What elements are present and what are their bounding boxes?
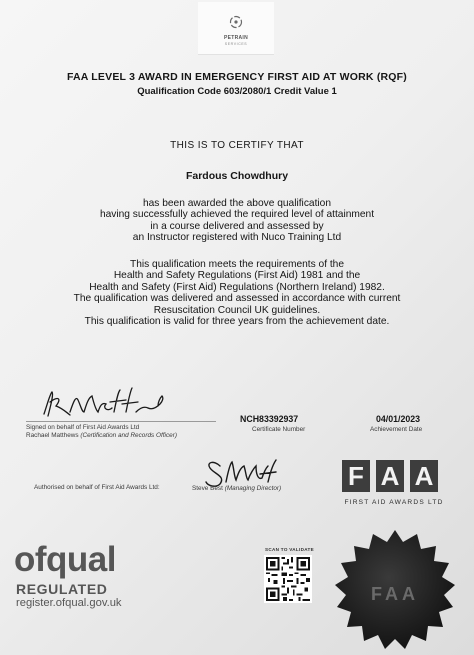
faa-embossed-seal-icon [331, 528, 459, 655]
qr-code-icon[interactable] [264, 555, 312, 603]
signatory-steve [192, 485, 281, 492]
provider-logo-name: PETRAIN [223, 35, 249, 41]
signed-on-behalf-text: Signed on behalf of First Aid Awards Ltd [26, 424, 140, 431]
ofqual-logo: ofqual [14, 540, 116, 579]
faa-logo-letter: A [376, 460, 404, 492]
certificate-number-label: Certificate Number [252, 426, 306, 433]
seal-text: FAA [371, 584, 419, 604]
provider-logo-icon [229, 15, 243, 29]
faa-logo-letter: A [410, 460, 438, 492]
requirements-line: Health and Safety (First Aid) Regulations (Northern Ireland) 1982. [89, 281, 385, 293]
provider-logo-subtitle: SERVICES [224, 42, 248, 46]
ofqual-regulated-text: REGULATED [16, 581, 108, 597]
award-line: an Instructor registered with Nuco Training Ltd [132, 232, 342, 244]
ofqual-register-url[interactable]: register.ofqual.gov.uk [16, 597, 122, 609]
faa-logo-caption: FIRST AID AWARDS LTD [344, 499, 444, 506]
requirements-line: The qualification was delivered and assessed in accordance with current [73, 293, 401, 305]
requirements-paragraph [0, 259, 474, 327]
requirements-line: This qualification is valid for three years from the achievement date. [84, 316, 390, 328]
signatory-name: Steve Best [192, 485, 223, 492]
award-line: has been awarded the above qualification [142, 198, 332, 209]
faa-logo-letter: F [342, 460, 370, 492]
requirements-line: Resuscitation Council UK guidelines. [153, 304, 321, 316]
certificate-number: NCH83392937 [240, 414, 299, 424]
achievement-date: 04/01/2023 [376, 414, 421, 424]
scan-to-validate-label: SCAN TO VALIDATE [265, 547, 314, 552]
signatory-name: Rachael Matthews [26, 432, 79, 439]
signatory-role: (Certification and Records Officer) [80, 432, 177, 439]
recipient-name: Fardous Chowdhury [185, 170, 289, 182]
signature-line [26, 421, 216, 422]
faa-logo [342, 460, 442, 494]
signatory-rachael [26, 432, 177, 439]
qualification-code: Qualification Code 603/2080/1 Credit Value 1 [137, 86, 337, 97]
achievement-date-label: Achievement Date [370, 426, 423, 433]
award-line: having successfully achieved the required level of attainment [99, 209, 375, 221]
certify-line: THIS IS TO CERTIFY THAT [170, 140, 304, 151]
authorised-on-behalf-text: Authorised on behalf of First Aid Awards Ltd: [34, 484, 160, 491]
award-line: in a course delivered and assessed by [150, 220, 324, 232]
rachael-matthews-signature [36, 382, 176, 420]
requirements-line: Health and Safety Regulations (First Aid) 1981 and the [113, 270, 361, 282]
award-title: FAA LEVEL 3 AWARD IN EMERGENCY FIRST AID AT WORK (RQF) [66, 71, 407, 83]
award-paragraph [0, 198, 474, 244]
signatory-role: (Managing Director) [224, 485, 282, 492]
requirements-line: This qualification meets the requirements of the [129, 259, 345, 270]
